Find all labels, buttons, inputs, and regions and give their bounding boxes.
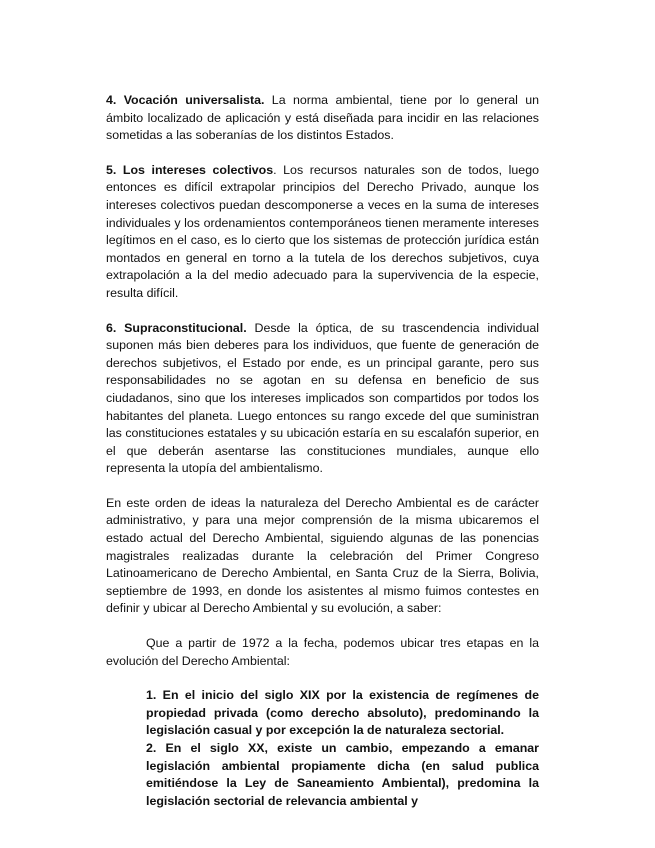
section-body: La norma ambiental, tiene por lo general un ámbito localizado de aplicación y está diseñada para incidir en las relaciones sometidas a las soberanías de los distintos Estados. <box>106 93 539 143</box>
stages-intro: Que a partir de 1972 a la fecha, podemos ubicar tres etapas en la evolución del Derecho Ambiental: <box>106 636 539 668</box>
stages-list <box>146 687 539 810</box>
section-heading: 6. Supraconstitucional. <box>106 320 247 335</box>
intro-paragraph: En este orden de ideas la naturaleza del Derecho Ambiental es de carácter administrativo, y para una mejor comprensión de la misma ubicaremos el estado actual del Derecho Ambiental, siguiendo algunas de las ponencias magistrales realizadas durante la celebración del Primer Congreso Latinoamericano de Derecho Ambiental, en Santa Cruz de la Sierra, Bolivia, septiembre de 1993, en donde los asistentes al mismo fuimos contestes en definir y ubicar al Derecho Ambiental y su evolución, a saber: <box>106 495 539 616</box>
section-heading: 4. Vocación universalista. <box>106 93 265 107</box>
section-body: Desde la óptica, de su trascendencia individual suponen más bien deberes para los individuos, que fuente de generación de derechos subjetivos, el Estado por ende, es un principal garante, pero sus responsabilidades no se agotan en su defensa en beneficio de sus ciudadanos, sino que los intereses implicados son compartidos por todos los habitantes del planeta. Luego entonces su rango excede del que suministran las constituciones estatales y su ubicación estaría en su escalafón superior, en el que deberán asentarse las constituciones mundiales, aunque ello representa la utopía del ambientalismo. <box>106 320 539 476</box>
list-item: 1. En el inicio del siglo XIX por la existencia de regímenes de propiedad privada (como derecho absoluto), predominando la legislación casual y por excepción la de naturaleza sectorial. <box>146 688 539 738</box>
section-body: . Los recursos naturales son de todos, luego entonces es difícil extrapolar principios del Derecho Privado, aunque los intereses colectivos puedan descomponerse a veces en la suma de intereses individuales y los ordenamientos contemporáneos tienen meramente intereses legítimos en el caso, es lo cierto que los sistemas de protección jurídica están montados en general en torno a la tutela de los derechos subjetivos, cuya extrapolación a la del medio adecuado para la supervivencia de la especie, resulta difícil. <box>106 162 539 300</box>
section-intereses-colectivos <box>106 162 539 303</box>
section-heading: 5. Los intereses colectivos <box>106 162 274 177</box>
list-item: 2. En el siglo XX, existe un cambio, empezando a emanar legislación ambiental propiamente dicha (en salud publica emitiéndose la Ley de Saneamiento Ambiental), predomina la legislación sectorial de relevancia ambiental y <box>146 741 539 808</box>
section-supraconstitucional <box>106 320 539 478</box>
section-vocacion-universalista <box>106 92 539 145</box>
document-page <box>106 92 539 810</box>
